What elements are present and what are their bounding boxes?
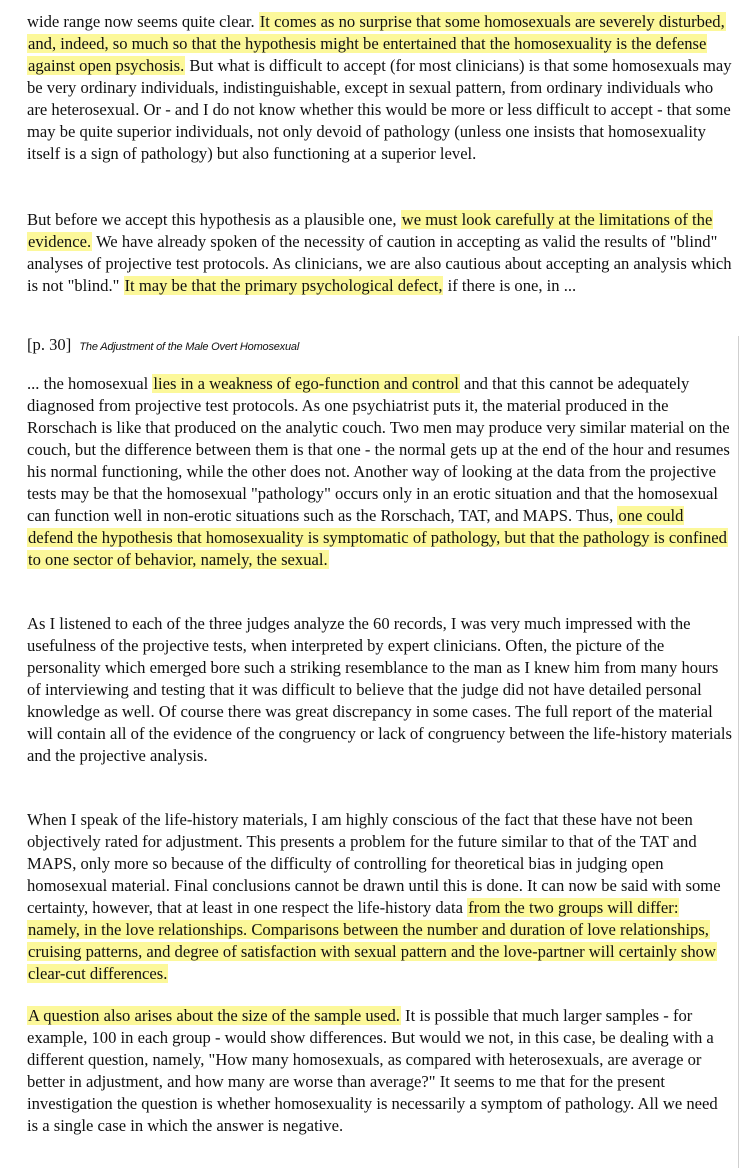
page-marker: [27, 334, 299, 358]
text-segment: It is possible that much larger samples - for example, 100 in each group - would show differences. But would we not, in this case, be dealing with a different question, namely, "How many homosexuals, as compared with heterosexuals, are average or better in adjustment, and how many are worse than average?" It seems to me that for the present investigation the question is whether homosexuality is necessarily a symptom of pathology. All we need is a single case in which the answer is negative.: [27, 1006, 718, 1135]
highlighted-text: It may be that the primary psychological defect,: [124, 276, 443, 295]
text-segment: We have already spoken of the necessity of caution in accepting as valid the results of "blind" analyses of projective test protocols. As clinicians, we are also cautious about accepting an analysis which is not "blind.": [27, 232, 732, 295]
page-number: [p. 30]: [27, 335, 72, 354]
paragraph-4: [27, 613, 732, 767]
text-segment: When I speak of the life-history materials, I am highly conscious of the fact that these have not been objectively rated for adjustment. This presents a problem for the future similar to that of the TAT and MAPS, only more so because of the difficulty of controlling for theoretical bias in judging open homosexual material. Final conclusions cannot be drawn until this is done. It can now be said with some certainty, however, that at least in one respect the life-history data: [27, 810, 721, 917]
text-segment: As I listened to each of the three judges analyze the 60 records, I was very much impressed with the usefulness of the projective tests, when interpreted by expert clinicians. Often, the picture of the personality which emerged bore such a striking resemblance to the man as I knew him from many hours of interviewing and testing that it was difficult to believe that the judge did not have detailed personal knowledge as well. Of course there was great discrepancy in some cases. The full report of the material will contain all of the evidence of the congruency or lack of congruency between the life-history materials and the projective analysis.: [27, 614, 732, 765]
paragraph-1: [27, 11, 732, 165]
paragraph-5: [27, 809, 732, 985]
text-segment: if there is one, in ...: [443, 276, 577, 295]
paragraph-2: [27, 209, 732, 297]
text-segment: wide range now seems quite clear.: [27, 12, 259, 31]
highlighted-text: It comes as no surprise that some homosexuals are severely disturbed, and, indeed, so much so that the hypothesis might be entertained that the homosexuality is the defense against open psychosis.: [28, 12, 725, 75]
text-segment: But what is difficult to accept (for most clinicians) is that some homosexuals may be very ordinary individuals, indistinguishable, except in sexual pattern, from ordinary individuals who are heterosexual. Or - and I do not know whether this would be more or less difficult to accept - that some may be quite superior individuals, not only devoid of pathology (unless one insists that homosexuality itself is a sign of pathology) but also functioning at a superior level.: [27, 56, 732, 163]
paragraph-3: [27, 373, 732, 571]
text-segment: But before we accept this hypothesis as a plausible one,: [27, 210, 401, 229]
text-segment: ... the homosexual: [27, 374, 153, 393]
highlighted-text: one could defend the hypothesis that homosexuality is symptomatic of pathology, but that the pathology is confined to one sector of behavior, namely, the sexual.: [28, 506, 727, 569]
text-segment: and that this cannot be adequately diagnosed from projective test protocols. As one psychiatrist puts it, the material produced in the Rorschach is like that produced on the analytic couch. Two men may produce very similar material on the couch, but the difference between them is that one - the normal gets up at the end of the hour and resumes his normal functioning, while the other does not. Another way of looking at the data from the projective tests may be that the homosexual "pathology" occurs only in an erotic situation and that the homosexual can function well in non-erotic situations such as the Rorschach, TAT, and MAPS. Thus,: [27, 374, 730, 525]
paragraph-6: [27, 1005, 732, 1137]
highlighted-text: from the two groups will differ: namely, in the love relationships. Comparisons between the number and duration of love relationships, cruising patterns, and degree of satisfaction with sexual pattern and the love-partner will certainly show clear-cut differences.: [28, 898, 716, 983]
highlighted-text: lies in a weakness of ego-function and control: [153, 374, 459, 393]
page-divider: [738, 336, 739, 1168]
highlighted-text: A question also arises about the size of the sample used.: [28, 1006, 400, 1025]
running-head: The Adjustment of the Male Overt Homosexual: [79, 341, 300, 353]
highlighted-text: we must look carefully at the limitations of the evidence.: [28, 210, 713, 251]
